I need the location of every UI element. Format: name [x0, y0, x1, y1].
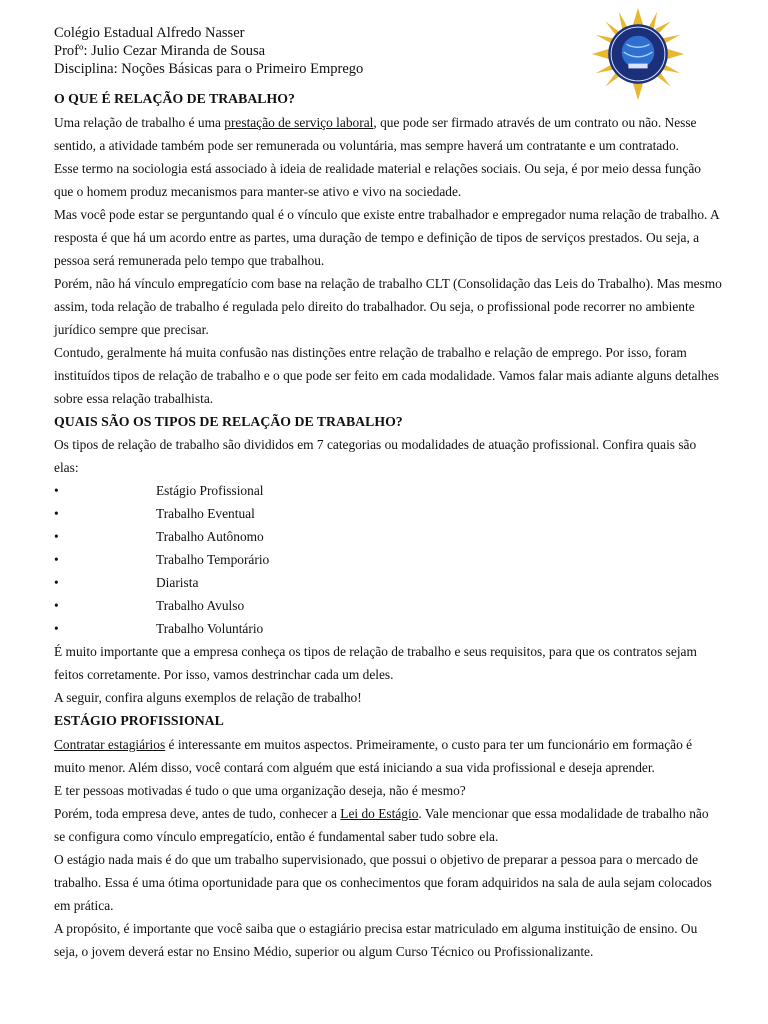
underlined-link[interactable]: Contratar estagiários [54, 736, 166, 752]
paragraph: É muito importante que a empresa conheça os tipos de relação de trabalho e seus requisitos, para que os contratos sejam feitos corretamente. Por isso, vamos destrinchar cada um deles. [54, 644, 697, 682]
paragraph: A seguir, confira alguns exemplos de relação de trabalho! [54, 690, 362, 705]
bullet-icon: • [54, 506, 59, 521]
list-item: • Diarista [54, 571, 722, 594]
paragraph: Porém, não há vínculo empregatício com base na relação de trabalho CLT (Consolidação das Leis do Trabalho). Mas mesmo assim, toda relação de trabalho é regulada pelo direito do trabalhador. Ou seja, o profissional pode recorrer no ambiente jurídico sempre que precisar. [54, 275, 722, 337]
list-item: • Trabalho Temporário [54, 548, 722, 571]
list-item: • Trabalho Avulso [54, 594, 722, 617]
subject-name: Disciplina: Noções Básicas para o Primeiro Emprego [54, 61, 364, 77]
bullet-icon: • [54, 529, 59, 544]
section-heading: O QUE É RELAÇÃO DE TRABALHO? [54, 91, 295, 106]
paragraph: Contudo, geralmente há muita confusão nas distinções entre relação de trabalho e relação de emprego. Por isso, foram instituídos tipos de relação de trabalho e o que pode ser feito em cada modalidade. Vamos falar mais adiante alguns detalhes sobre essa relação trabalhista. [54, 344, 719, 406]
list-item: • Estágio Profissional [54, 479, 722, 502]
paragraph: Contratar estagiários é interessante em muitos aspectos. Primeiramente, o custo para ter um funcionário em formação é muito menor. Além disso, você contará com alguém que está iniciando a sua vida profissional e deseja aprender. [54, 736, 693, 775]
paragraph: Uma relação de trabalho é uma prestação de serviço laboral, que pode ser firmado através de um contrato ou não. Nesse sentido, a atividade também pode ser remunerada ou voluntária, mas sempre haverá um contratante e um contratado. [54, 114, 697, 153]
paragraph: Esse termo na sociologia está associado à ideia de realidade material e relações sociais. Ou seja, é por meio dessa função que o homem produz mecanismos para manter-se ativo e vivo na sociedade. [54, 160, 701, 199]
bullet-icon: • [54, 575, 59, 590]
paragraph: Porém, toda empresa deve, antes de tudo, conhecer a Lei do Estágio. Vale mencionar que essa modalidade de trabalho não se configura como vínculo empregatício, então é fundamental saber tudo sobre ela. [54, 805, 709, 844]
paragraph: Mas você pode estar se perguntando qual é o vínculo que existe entre trabalhador e empregador numa relação de trabalho. A resposta é que há um acordo entre as partes, uma duração de tempo e definição de tipos de serviços prestados. Ou seja, a pessoa será remunerada pelo tempo que trabalhou. [54, 206, 719, 268]
paragraph: O estágio nada mais é do que um trabalho supervisionado, que possui o objetivo de preparar a pessoa para o mercado de trabalho. Essa é uma ótima oportunidade para que os conhecimentos que foram adquiridos na sala de aula sejam colocados em prática. [54, 851, 712, 913]
paragraph: E ter pessoas motivadas é tudo o que uma organização deseja, não é mesmo? [54, 782, 466, 798]
underlined-link[interactable]: prestação de serviço laboral [224, 114, 374, 130]
bullet-icon: • [54, 552, 59, 567]
paragraph: Os tipos de relação de trabalho são divididos em 7 categorias ou modalidades de atuação profissional. Confira quais são elas: [54, 437, 697, 475]
list-item: • Trabalho Eventual [54, 502, 722, 525]
list-item: • Trabalho Voluntário [54, 617, 722, 640]
section-heading: ESTÁGIO PROFISSIONAL [54, 713, 224, 728]
teacher-name: Profº: Julio Cezar Miranda de Sousa [54, 43, 266, 59]
bullet-icon: • [54, 621, 59, 636]
document-header [54, 24, 363, 78]
list-item: • Trabalho Autônomo [54, 525, 722, 548]
work-types-list [54, 479, 722, 640]
paragraph: A propósito, é importante que você saiba que o estagiário precisa estar matriculado em alguma instituição de ensino. Ou seja, o jovem deverá estar no Ensino Médio, superior ou algum Curso Técnico ou Profissionalizante. [54, 920, 698, 959]
document-body [54, 87, 722, 963]
bullet-icon: • [54, 483, 59, 498]
section-heading: QUAIS SÃO OS TIPOS DE RELAÇÃO DE TRABALHO? [54, 413, 403, 429]
bullet-icon: • [54, 598, 59, 613]
underlined-link[interactable]: Lei do Estágio [340, 805, 419, 821]
school-name: Colégio Estadual Alfredo Nasser [54, 25, 245, 41]
